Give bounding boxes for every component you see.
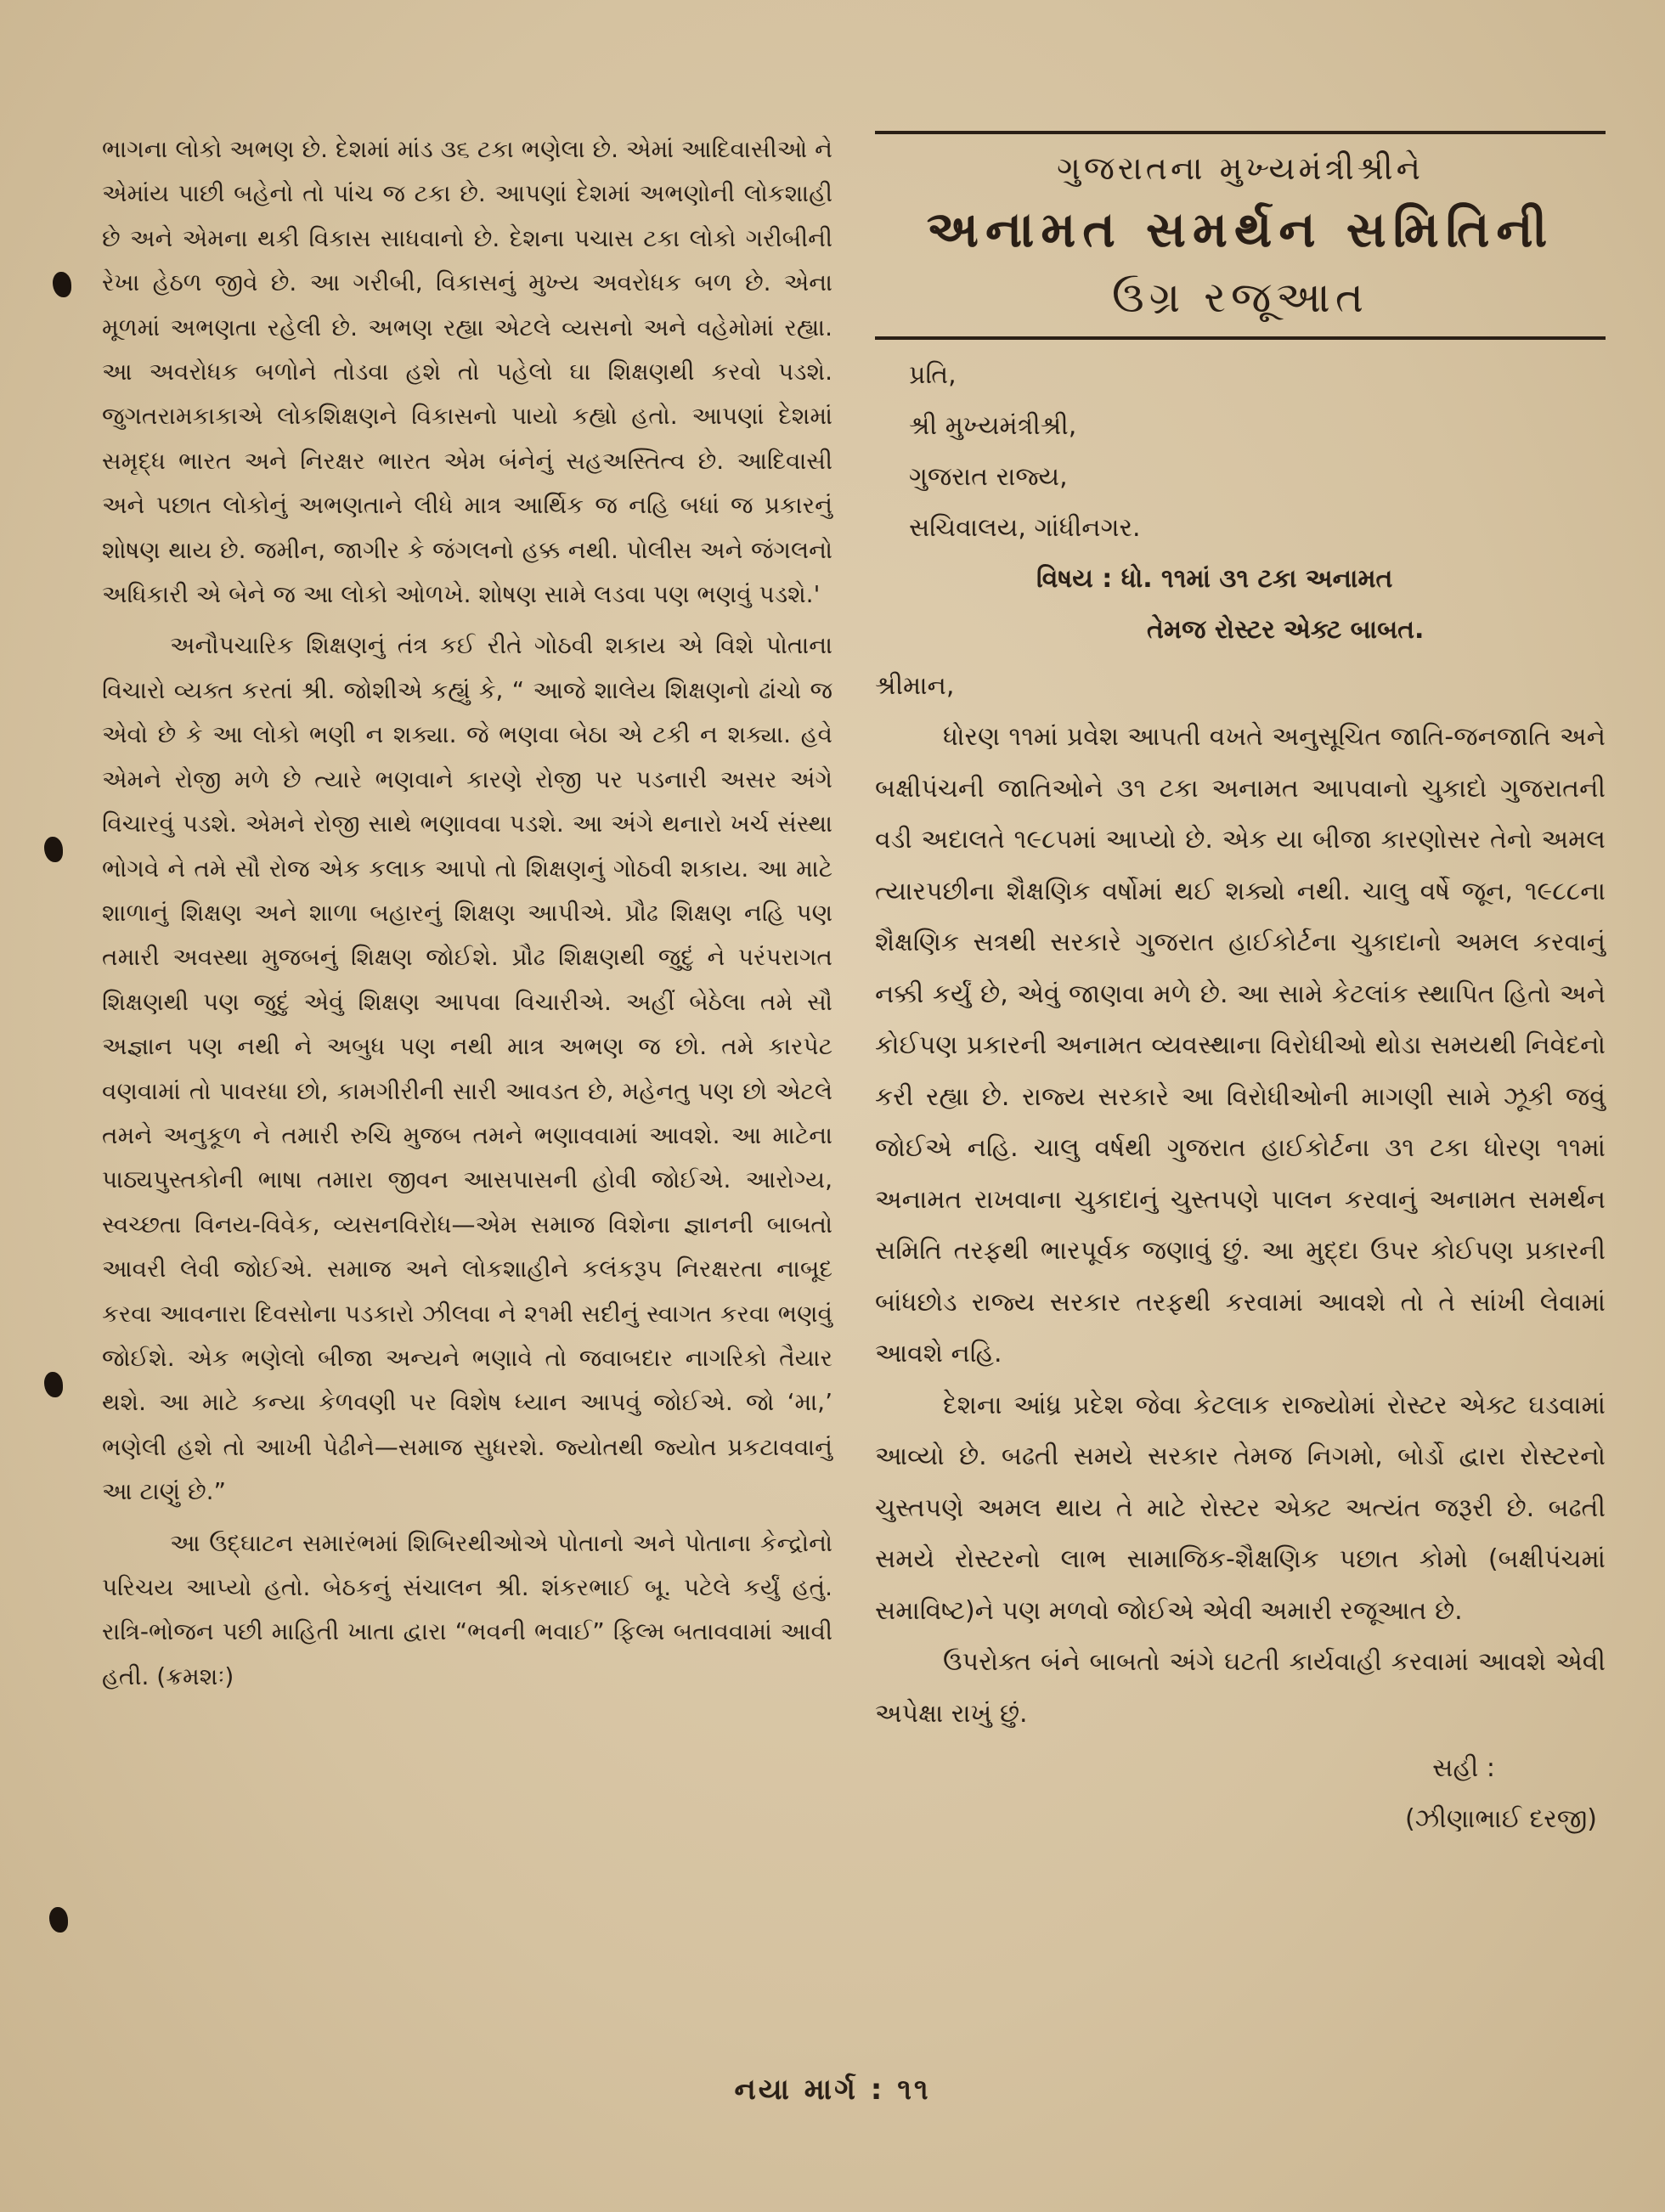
left-column xyxy=(102,127,832,1699)
binding-hole-mark-4 xyxy=(49,1907,68,1933)
signature-name: (ઝીણાભાઈ દરજી) xyxy=(1404,1804,1597,1834)
address-line-4: સચિવાલય, ગાંધીનગર. xyxy=(909,513,1141,543)
page-footer: નયા માર્ગ : ૧૧ xyxy=(734,2073,931,2107)
salutation: શ્રીમાન, xyxy=(875,671,955,701)
article-paragraph-3: આ ઉદ્ઘાટન સમારંભમાં શિબિરથીઓએ પોતાનો અને પોતાના કેન્દ્રોનો પરિચય આપ્યો હતો. બેઠકનું સંચાલન શ્રી. શંકરભાઈ બૂ. પટેલે કર્યું હતું. રાત્રિ-ભોજન પછી માહિતી ખાતા દ્વારા “ભવની ભવાઈ” ફિલ્મ બતાવવામાં આવી હતી. (ક્રમશઃ) xyxy=(102,1528,832,1690)
header-rule-top xyxy=(875,131,1606,134)
binding-hole-mark-2 xyxy=(44,837,63,862)
subject-line-1: વિષય : ધો. ૧૧માં ૩૧ ટકા અનામત xyxy=(1036,564,1393,594)
right-column xyxy=(875,127,1606,1845)
header-subtitle: ઉગ્ર રજૂઆત xyxy=(1111,273,1369,322)
header-title: અનામત સમર્થન સમિતિની xyxy=(926,200,1555,258)
binding-hole-mark-3 xyxy=(44,1372,63,1397)
letter-paragraph-3: ઉપરોક્ત બંને બાબતો અંગે ઘટતી કાર્યવાહી કરવામાં આવશે એવી અપેક્ષા રાખું છું. xyxy=(875,1647,1606,1729)
header-line-1: ગુજરાતના મુખ્યમંત્રીશ્રીને xyxy=(1057,150,1424,187)
letter-header xyxy=(875,127,1606,340)
letter-paragraph-2: દેશના આંધ્ર પ્રદેશ જેવા કેટલાક રાજ્યોમાં રોસ્ટર એક્ટ ઘડવામાં આવ્યો છે. બઢતી સમયે સરકાર તેમજ નિગમો, બોર્ડો દ્વારા રોસ્ટરનો ચુસ્તપણે અમલ થાય તે માટે રોસ્ટર એક્ટ અત્યંત જરૂરી છે. બઢતી સમયે રોસ્ટરનો લાભ સામાજિક-શૈક્ષણિક પછાત કોમો (બક્ષીપંચમાં સમાવિષ્ટ)ને પણ મળવો જોઈએ એવી અમારી રજૂઆત છે. xyxy=(875,1390,1606,1626)
address-line-2: શ્રી મુખ્યમંત્રીશ્રી, xyxy=(909,411,1077,441)
article-paragraph-2: અનૌપચારિક શિક્ષણનું તંત્ર કઈ રીતે ગોઠવી શકાય એ વિશે પોતાના વિચારો વ્યક્ત કરતાં શ્રી. જોશીએ કહ્યું કે, “ આજે શાલેય શિક્ષણનો ઢાંચો જ એવો છે કે આ લોકો ભણી ન શક્યા. જે ભણવા બેઠા એ ટકી ન શક્યા. હવે એમને રોજી મળે છે ત્યારે ભણવાને કારણે રોજી પર પડનારી અસર અંગે વિચારવું પડશે. એમને રોજી સાથે ભણાવવા પડશે. આ અંગે થનારો ખર્ચ સંસ્થા ભોગવે ને તમે સૌ રોજ એક કલાક આપો તો શિક્ષણનું ગોઠવી શકાય. આ માટે શાળાનું શિક્ષણ અને શાળા બહારનું શિક્ષણ આપીએ. પ્રૌઢ શિક્ષણ નહિ પણ તમારી અવસ્થા મુજબનું શિક્ષણ જોઈશે. પ્રૌઢ શિક્ષણથી જુદું ને પરંપરાગત શિક્ષણથી પણ જુદું એવું શિક્ષણ આપવા વિચારીએ. અહીં બેઠેલા તમે સૌ અજ્ઞાન પણ નથી ને અબુધ પણ નથી માત્ર અભણ જ છો. તમે કારપેટ વણવામાં તો પાવરધા છો, કામગીરીની સારી આવડત છે, મહેનતુ પણ છો એટલે તમને અનુકૂળ ને તમારી રુચિ મુજબ તમને ભણાવવામાં આવશે. આ માટેના પાઠ્યપુસ્તકોની ભાષા તમારા જીવન આસપાસની હોવી જોઈએ. આરોગ્ય, સ્વચ્છતા વિનય-વિવેક, વ્યસનવિરોધ—એમ સમાજ વિશેના જ્ઞાનની બાબતો આવરી લેવી જોઈએ. સમાજ અને લોકશાહીને કલંકરૂપ નિરક્ષરતા નાબૂદ કરવા આવનારા દિવસોના પડકારો ઝીલવા ને ૨૧મી સદીનું સ્વાગત કરવા ભણવું જોઈશે. એક ભણેલો બીજા અન્યને ભણાવે તો જવાબદાર નાગરિકો તૈયાર થશે. આ માટે કન્યા કેળવણી પર વિશેષ ધ્યાન આપવું જોઈએ. જો ‘મા,’ ભણેલી હશે તો આખી પેઢીને—સમાજ સુધરશે. જ્યોતથી જ્યોત પ્રકટાવવાનું આ ટાણું છે.” xyxy=(102,631,832,1506)
address-line-3: ગુજરાત રાજ્ય, xyxy=(909,462,1068,492)
article-paragraph-1: ભાગના લોકો અભણ છે. દેશમાં માંડ ૩૬ ટકા ભણેલા છે. એમાં આદિવાસીઓ ને એમાંય પાછી બહેનો તો પાંચ જ ટકા છે. આપણાં દેશમાં અભણોની લોકશાહી છે અને એમના થકી વિકાસ સાધવાનો છે. દેશના પચાસ ટકા લોકો ગરીબીની રેખા હેઠળ જીવે છે. આ ગરીબી, વિકાસનું મુખ્ય અવરોધક બળ છે. એના મૂળમાં અભણતા રહેલી છે. અભણ રહ્યા એટલે વ્યસનો અને વહેમોમાં રહ્યા. આ અવરોધક બળોને તોડવા હશે તો પહેલો ઘા શિક્ષણથી કરવો પડશે. જુગતરામકાકાએ લોકશિક્ષણને વિકાસનો પાયો કહ્યો હતો. આપણાં દેશમાં સમૃદ્ધ ભારત અને નિરક્ષર ભારત એમ બંનેનું સહઅસ્તિત્વ છે. આદિવાસી અને પછાત લોકોનું અભણતાને લીધે માત્ર આર્થિક જ નહિ બધાં જ પ્રકારનું શોષણ થાય છે. જમીન, જાગીર કે જંગલનો હક્ક નથી. પોલીસ અને જંગલનો અધિકારી એ બેને જ આ લોકો ઓળખે. શોષણ સામે લડવા પણ ભણવું પડશે.' xyxy=(102,135,832,609)
binding-hole-mark-1 xyxy=(53,272,71,297)
signature-block xyxy=(875,1743,1606,1845)
signature-label: સહી : xyxy=(1432,1753,1495,1783)
letter-paragraph-1: ધોરણ ૧૧માં પ્રવેશ આપતી વખતે અનુસૂચિત જાતિ-જનજાતિ અને બક્ષીપંચની જાતિઓને ૩૧ ટકા અનામત આપવાનો ચુકાદો ગુજરાતની વડી અદાલતે ૧૯૮૫માં આપ્યો છે. એક યા બીજા કારણોસર તેનો અમલ ત્યારપછીના શૈક્ષણિક વર્ષોમાં થઈ શક્યો નથી. ચાલુ વર્ષે જૂન, ૧૯૮૮ના શૈક્ષણિક સત્રથી સરકારે ગુજરાત હાઈકોર્ટના ચુકાદાનો અમલ કરવાનું નક્કી કર્યું છે, એવું જાણવા મળે છે. આ સામે કેટલાંક સ્થાપિત હિતો અને કોઈપણ પ્રકારની અનામત વ્યવસ્થાના વિરોધીઓ થોડા સમયથી નિવેદનો કરી રહ્યા છે. રાજ્ય સરકારે આ વિરોધીઓની માગણી સામે ઝૂકી જવું જોઈએ નહિ. ચાલુ વર્ષથી ગુજરાત હાઈકોર્ટના ૩૧ ટકા ધોરણ ૧૧માં અનામત રાખવાના ચુકાદાનું ચુસ્તપણે પાલન કરવાનું અનામત સમર્થન સમિતિ તરફથી ભારપૂર્વક જણાવું છું. આ મુદ્દા ઉપર કોઈપણ પ્રકારની બાંધછોડ રાજ્ય સરકાર તરફથી કરવામાં આવશે તો તે સાંખી લેવામાં આવશે નહિ. xyxy=(875,722,1606,1368)
subject-line xyxy=(1036,554,1606,656)
subject-line-2: તેમજ રોસ્ટર એક્ટ બાબત. xyxy=(1147,615,1425,645)
address-block xyxy=(909,350,1606,554)
address-line-1: પ્રતિ, xyxy=(909,360,957,390)
header-rule-bottom xyxy=(875,336,1606,340)
